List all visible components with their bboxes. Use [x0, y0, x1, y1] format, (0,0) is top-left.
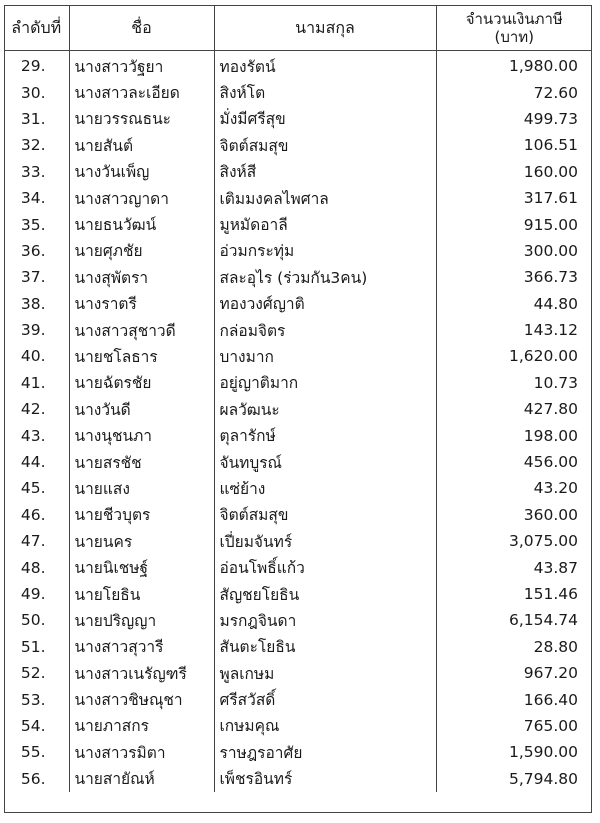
table-row: [4, 291, 592, 317]
row-number: 44.: [20, 453, 46, 472]
row-number: 56.: [20, 769, 46, 788]
last-name-cell: เติมมงคลไพศาล: [214, 185, 436, 211]
table-row: [4, 713, 592, 739]
first-name-cell: นางวันดี: [69, 396, 214, 422]
first-name-cell: นายนิเชษฐ์: [69, 554, 214, 580]
tax-amount-cell: 1,980.00: [436, 51, 592, 80]
tax-amount-cell: 160.00: [436, 159, 592, 185]
first-name-cell: นายภาสกร: [69, 713, 214, 739]
first-name-cell: นายปริญญา: [69, 607, 214, 633]
last-name-cell: อ่อนโพธิ์แก้ว: [214, 554, 436, 580]
first-name-cell: นายชโลธาร: [69, 343, 214, 369]
row-number: 41.: [20, 373, 46, 392]
last-name-cell: ตุลารักษ์: [214, 422, 436, 448]
last-name-cell: ผลวัฒนะ: [214, 396, 436, 422]
table-row: [4, 106, 592, 132]
tax-amount-cell: 72.60: [436, 79, 592, 105]
last-name-cell: ทองวงศ์ญาติ: [214, 291, 436, 317]
table-header-row: [4, 5, 592, 51]
last-name-cell: ทองรัตน์: [214, 51, 436, 80]
table-row: [4, 132, 592, 158]
row-number: 39.: [20, 321, 46, 340]
tax-amount-cell: 765.00: [436, 713, 592, 739]
row-number: 55.: [20, 743, 46, 762]
tax-amount-cell: 106.51: [436, 132, 592, 158]
header-tax-unit: (บาท): [494, 27, 535, 46]
header-first-name: ชื่อ: [69, 5, 214, 51]
row-number: 52.: [20, 664, 46, 683]
header-no: ลำดับที่: [4, 5, 69, 51]
last-name-cell: บางมาก: [214, 343, 436, 369]
last-name-cell: จิตต์สมสุข: [214, 132, 436, 158]
last-name-cell: มั่งมีศรีสุข: [214, 106, 436, 132]
row-number: 48.: [20, 558, 46, 577]
last-name-cell: แซ่ย้าง: [214, 475, 436, 501]
row-number: 34.: [20, 189, 46, 208]
first-name-cell: นางสาวสุชาวดี: [69, 317, 214, 343]
row-number: 47.: [20, 532, 46, 551]
last-name-cell: จิตต์สมสุข: [214, 502, 436, 528]
first-name-cell: นายชีวบุตร: [69, 502, 214, 528]
row-number: 42.: [20, 400, 46, 419]
last-name-cell: อ่วมกระทุ่ม: [214, 238, 436, 264]
first-name-cell: นายโยธิน: [69, 581, 214, 607]
row-number: 36.: [20, 241, 46, 260]
tax-amount-cell: 317.61: [436, 185, 592, 211]
header-last-name: นามสกุล: [214, 5, 436, 51]
first-name-cell: นางวันเพ็ญ: [69, 159, 214, 185]
tax-amount-cell: 915.00: [436, 211, 592, 237]
last-name-cell: สันตะโยธิน: [214, 634, 436, 660]
first-name-cell: นางสาวละเอียด: [69, 79, 214, 105]
tax-amount-cell: 456.00: [436, 449, 592, 475]
tax-amount-cell: 1,620.00: [436, 343, 592, 369]
row-number: 45.: [20, 479, 46, 498]
row-number: 49.: [20, 585, 46, 603]
tax-amount-cell: 143.12: [436, 317, 592, 343]
first-name-cell: นางสาวเนรัญฑรี: [69, 660, 214, 686]
last-name-cell: มูหมัดอาลี: [214, 211, 436, 237]
table-row: [4, 370, 592, 396]
header-tax-label: จำนวนเงินภาษี: [465, 9, 563, 28]
first-name-cell: นางสาวญาดา: [69, 185, 214, 211]
first-name-cell: นายสรชัช: [69, 449, 214, 475]
row-number: 40.: [20, 347, 46, 366]
first-name-cell: นางสาววัฐยา: [69, 51, 214, 80]
table-row: [4, 581, 592, 607]
table-row: [4, 660, 592, 686]
tax-amount-cell: 1,590.00: [436, 739, 592, 765]
table-row: [4, 554, 592, 580]
table-row: [4, 238, 592, 264]
row-number: 30.: [20, 83, 46, 102]
row-number: 54.: [20, 716, 46, 735]
table-row: [4, 211, 592, 237]
table-row: [4, 396, 592, 422]
last-name-cell: ศรีสวัสดิ์: [214, 686, 436, 712]
last-name-cell: พูลเกษม: [214, 660, 436, 686]
last-name-cell: สิงห์โต: [214, 79, 436, 105]
last-name-cell: สละอุไร (ร่วมกัน3คน): [214, 264, 436, 290]
table-row: [4, 51, 592, 80]
table-row: [4, 528, 592, 554]
tax-amount-cell: 166.40: [436, 686, 592, 712]
table-row: [4, 317, 592, 343]
row-number: 37.: [20, 268, 46, 287]
last-name-cell: กล่อมจิตร: [214, 317, 436, 343]
tax-amount-cell: 300.00: [436, 238, 592, 264]
tax-amount-cell: 967.20: [436, 660, 592, 686]
first-name-cell: นางนุชนภา: [69, 422, 214, 448]
tax-amount-cell: 3,075.00: [436, 528, 592, 554]
tax-amount-cell: 427.80: [436, 396, 592, 422]
table-row: [4, 159, 592, 185]
table-row: [4, 502, 592, 528]
row-number: 53.: [20, 690, 46, 709]
table-row: [4, 79, 592, 105]
tax-amount-cell: 5,794.80: [436, 766, 592, 792]
table-row: [4, 422, 592, 448]
first-name-cell: นายนคร: [69, 528, 214, 554]
tax-amount-cell: 360.00: [436, 502, 592, 528]
table-row: [4, 607, 592, 633]
row-number: 43.: [20, 426, 46, 445]
table-row: [4, 766, 592, 792]
row-number: 35.: [20, 215, 46, 234]
last-name-cell: ราษฎรอาศัย: [214, 739, 436, 765]
tax-amount-cell: 28.80: [436, 634, 592, 660]
last-name-cell: สัญชยโยธิน: [214, 581, 436, 607]
row-number: 33.: [20, 162, 46, 181]
last-name-cell: เพ็ชรอินทร์: [214, 766, 436, 792]
last-name-cell: จันทบูรณ์: [214, 449, 436, 475]
tax-amount-cell: 151.46: [436, 581, 592, 607]
row-number: 46.: [20, 505, 46, 524]
table-row: [4, 449, 592, 475]
row-number: 29.: [20, 57, 46, 76]
last-name-cell: มรกฎจินดา: [214, 607, 436, 633]
tax-table: [4, 5, 592, 792]
first-name-cell: นายวรรณธนะ: [69, 106, 214, 132]
tax-amount-cell: 6,154.74: [436, 607, 592, 633]
last-name-cell: เกษมคุณ: [214, 713, 436, 739]
first-name-cell: นางสาวรมิตา: [69, 739, 214, 765]
last-name-cell: อยู่ญาติมาก: [214, 370, 436, 396]
table-row: [4, 475, 592, 501]
table-row: [4, 686, 592, 712]
row-number: 31.: [20, 109, 46, 128]
tax-amount-cell: 43.87: [436, 554, 592, 580]
header-tax-amount: [436, 5, 592, 51]
first-name-cell: นายฉัตรชัย: [69, 370, 214, 396]
table-row: [4, 185, 592, 211]
last-name-cell: เปี่ยมจันทร์: [214, 528, 436, 554]
first-name-cell: นายสันต์: [69, 132, 214, 158]
tax-amount-cell: 10.73: [436, 370, 592, 396]
first-name-cell: นายธนวัฒน์: [69, 211, 214, 237]
row-number: 51.: [20, 637, 46, 656]
first-name-cell: นางสุพัตรา: [69, 264, 214, 290]
row-number: 38.: [20, 294, 46, 313]
table-row: [4, 264, 592, 290]
tax-amount-cell: 44.80: [436, 291, 592, 317]
first-name-cell: นางสาวชิษณุชา: [69, 686, 214, 712]
row-number: 32.: [20, 136, 46, 155]
first-name-cell: นายศุภชัย: [69, 238, 214, 264]
first-name-cell: นายแสง: [69, 475, 214, 501]
last-name-cell: สิงห์สี: [214, 159, 436, 185]
row-number: 50.: [20, 611, 46, 630]
tax-amount-cell: 499.73: [436, 106, 592, 132]
tax-amount-cell: 198.00: [436, 422, 592, 448]
first-name-cell: นางสาวสุวารี: [69, 634, 214, 660]
table-row: [4, 739, 592, 765]
tax-amount-cell: 366.73: [436, 264, 592, 290]
tax-amount-cell: 43.20: [436, 475, 592, 501]
table-row: [4, 634, 592, 660]
table-row: [4, 343, 592, 369]
first-name-cell: นางราตรี: [69, 291, 214, 317]
first-name-cell: นายสายัณห์: [69, 766, 214, 792]
